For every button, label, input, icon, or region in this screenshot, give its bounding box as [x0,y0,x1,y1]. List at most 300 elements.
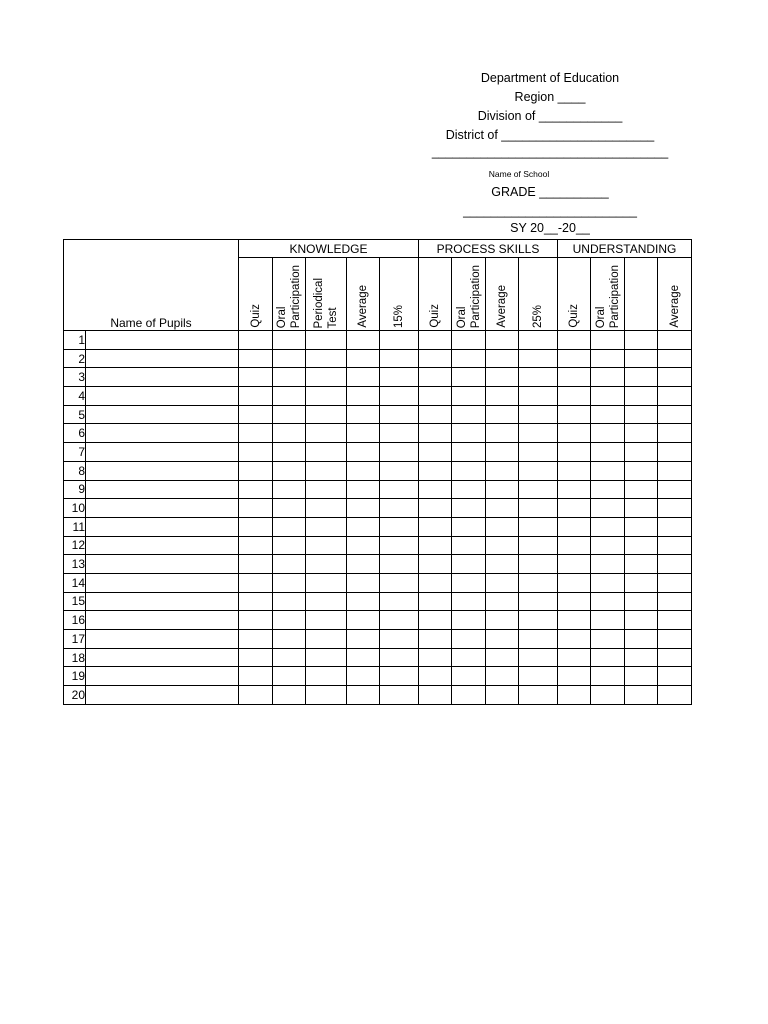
grade-cell[interactable] [273,387,306,406]
grade-cell[interactable] [239,424,273,443]
pupil-row [64,686,692,705]
process-col-label: Quiz [429,304,441,328]
grade-cell[interactable] [419,331,452,350]
grade-cell[interactable] [591,331,625,350]
grade-cell[interactable] [452,517,486,536]
grade-cell[interactable] [380,517,419,536]
grade-cell[interactable] [625,536,658,555]
row-number: 1 [64,331,86,350]
grade-cell[interactable] [591,648,625,667]
grade-cell[interactable] [658,461,692,480]
grade-cell[interactable] [380,480,419,499]
grade-cell[interactable] [658,480,692,499]
grade-cell[interactable] [558,349,591,368]
grade-cell[interactable] [558,461,591,480]
grade-cell[interactable] [591,480,625,499]
grade-cell[interactable] [591,555,625,574]
grade-cell[interactable] [486,480,519,499]
grade-cell[interactable] [625,611,658,630]
grade-cell[interactable] [519,443,558,462]
grade-cell[interactable] [239,686,273,705]
grade-cell[interactable] [452,424,486,443]
grade-cell[interactable] [380,424,419,443]
grade-cell[interactable] [419,424,452,443]
grade-cell[interactable] [239,387,273,406]
grade-cell[interactable] [625,480,658,499]
pupil-row [64,611,692,630]
pupil-name-cell[interactable] [86,349,239,368]
grade-cell[interactable] [558,331,591,350]
grade-cell[interactable] [591,592,625,611]
grade-cell[interactable] [380,630,419,649]
grade-cell[interactable] [486,555,519,574]
grade-cell[interactable] [419,630,452,649]
grade-cell[interactable] [625,461,658,480]
pupil-row [64,573,692,592]
pupil-name-cell[interactable] [86,630,239,649]
pupil-name-cell[interactable] [86,611,239,630]
grade-cell[interactable] [347,368,380,387]
grade-cell[interactable] [380,573,419,592]
grade-cell[interactable] [419,405,452,424]
grade-cell[interactable] [239,536,273,555]
grade-cell[interactable] [519,387,558,406]
grade-cell[interactable] [419,611,452,630]
grade-cell[interactable] [347,555,380,574]
grade-cell[interactable] [658,517,692,536]
grade-cell[interactable] [558,648,591,667]
grade-cell[interactable] [380,555,419,574]
grade-cell[interactable] [591,686,625,705]
grade-cell[interactable] [486,686,519,705]
grade-cell[interactable] [519,517,558,536]
grade-cell[interactable] [380,686,419,705]
grade-cell[interactable] [486,368,519,387]
grade-cell[interactable] [519,405,558,424]
grade-cell[interactable] [380,461,419,480]
grade-cell[interactable] [419,592,452,611]
grade-cell[interactable] [625,405,658,424]
grade-cell[interactable] [239,648,273,667]
row-number: 14 [64,573,86,592]
grade-cell[interactable] [347,443,380,462]
grade-cell[interactable] [380,667,419,686]
grade-cell[interactable] [273,555,306,574]
grade-cell[interactable] [452,667,486,686]
pupil-name-cell[interactable] [86,405,239,424]
grade-cell[interactable] [658,331,692,350]
grade-cell[interactable] [273,592,306,611]
grade-cell[interactable] [419,387,452,406]
grade-cell[interactable] [486,499,519,518]
grade-cell[interactable] [273,686,306,705]
grade-cell[interactable] [347,331,380,350]
grade-cell[interactable] [658,611,692,630]
grade-cell[interactable] [347,648,380,667]
grade-cell[interactable] [273,443,306,462]
grade-cell[interactable] [486,517,519,536]
row-number: 8 [64,461,86,480]
grade-cell[interactable] [239,555,273,574]
grade-cell[interactable] [273,368,306,387]
grade-cell[interactable] [347,573,380,592]
grade-cell[interactable] [380,592,419,611]
grade-cell[interactable] [519,331,558,350]
grade-cell[interactable] [239,461,273,480]
grade-cell[interactable] [452,592,486,611]
grade-cell[interactable] [347,611,380,630]
grade-cell[interactable] [347,349,380,368]
grade-cell[interactable] [347,517,380,536]
grade-cell[interactable] [486,461,519,480]
grade-cell[interactable] [239,499,273,518]
grade-cell[interactable] [239,667,273,686]
school-name-label: Name of School [488,169,550,179]
pupil-name-cell[interactable] [86,461,239,480]
process-col-header [419,258,452,331]
grade-cell[interactable] [306,536,347,555]
grade-cell[interactable] [558,611,591,630]
grade-cell[interactable] [273,499,306,518]
grade-cell[interactable] [452,686,486,705]
grade-cell[interactable] [306,630,347,649]
grade-cell[interactable] [625,368,658,387]
grade-cell[interactable] [452,387,486,406]
grade-cell[interactable] [419,461,452,480]
grade-cell[interactable] [558,555,591,574]
grade-cell[interactable] [347,387,380,406]
grade-cell[interactable] [558,499,591,518]
grade-cell[interactable] [239,368,273,387]
grade-cell[interactable] [519,686,558,705]
grade-cell[interactable] [273,480,306,499]
grade-cell[interactable] [273,405,306,424]
grade-cell[interactable] [419,555,452,574]
grade-cell[interactable] [306,667,347,686]
grade-cell[interactable] [625,349,658,368]
knowledge-header: KNOWLEDGE [239,240,419,258]
grade-cell[interactable] [625,648,658,667]
grade-cell[interactable] [486,667,519,686]
grade-cell[interactable] [347,536,380,555]
grade-cell[interactable] [419,368,452,387]
pupil-name-cell[interactable] [86,686,239,705]
pupil-name-cell[interactable] [86,667,239,686]
grade-cell[interactable] [625,555,658,574]
grade-cell[interactable] [519,499,558,518]
grade-cell[interactable] [380,611,419,630]
grade-cell[interactable] [380,499,419,518]
grade-cell[interactable] [273,648,306,667]
knowledge-col-header [273,258,306,331]
row-number: 16 [64,611,86,630]
grade-cell[interactable] [625,517,658,536]
grade-cell[interactable] [591,461,625,480]
grade-cell[interactable] [625,573,658,592]
district-line: District of ______________________ [445,128,655,142]
grade-cell[interactable] [239,405,273,424]
grade-cell[interactable] [306,387,347,406]
grade-cell[interactable] [306,592,347,611]
grade-cell[interactable] [380,349,419,368]
grade-cell[interactable] [558,517,591,536]
grade-cell[interactable] [658,555,692,574]
school-name-blank: __________________________________ [431,145,669,159]
grade-cell[interactable] [419,667,452,686]
grade-cell[interactable] [452,536,486,555]
grade-cell[interactable] [306,517,347,536]
grade-cell[interactable] [306,611,347,630]
grade-cell[interactable] [558,686,591,705]
grade-cell[interactable] [347,630,380,649]
grade-cell[interactable] [591,443,625,462]
pupil-name-cell[interactable] [86,331,239,350]
grade-cell[interactable] [519,480,558,499]
grade-cell[interactable] [625,387,658,406]
grade-cell[interactable] [273,536,306,555]
grade-cell[interactable] [486,573,519,592]
grade-cell[interactable] [486,349,519,368]
grade-cell[interactable] [306,331,347,350]
grade-cell[interactable] [380,331,419,350]
pupil-name-cell[interactable] [86,387,239,406]
grade-cell[interactable] [519,573,558,592]
grade-cell[interactable] [625,424,658,443]
grade-cell[interactable] [591,573,625,592]
grade-cell[interactable] [452,461,486,480]
pupil-name-cell[interactable] [86,592,239,611]
pupil-row [64,667,692,686]
grade-cell[interactable] [558,667,591,686]
grade-cell[interactable] [658,405,692,424]
grade-cell[interactable] [658,349,692,368]
grade-cell[interactable] [658,424,692,443]
grade-cell[interactable] [380,368,419,387]
grade-cell[interactable] [347,686,380,705]
grade-cell[interactable] [273,517,306,536]
pupil-name-cell[interactable] [86,480,239,499]
grade-cell[interactable] [273,331,306,350]
grade-cell[interactable] [347,667,380,686]
grade-cell[interactable] [658,667,692,686]
grade-cell[interactable] [452,499,486,518]
grade-cell[interactable] [306,573,347,592]
grade-cell[interactable] [591,667,625,686]
grade-cell[interactable] [591,630,625,649]
grade-cell[interactable] [306,555,347,574]
grade-cell[interactable] [658,536,692,555]
grade-cell[interactable] [452,480,486,499]
grade-cell[interactable] [306,368,347,387]
grade-cell[interactable] [306,443,347,462]
grade-cell[interactable] [558,536,591,555]
grade-cell[interactable] [486,387,519,406]
grade-cell[interactable] [273,611,306,630]
grade-cell[interactable] [658,592,692,611]
grade-cell[interactable] [419,686,452,705]
grade-cell[interactable] [486,443,519,462]
grade-cell[interactable] [658,630,692,649]
grade-cell[interactable] [347,405,380,424]
grade-cell[interactable] [306,424,347,443]
grade-cell[interactable] [625,592,658,611]
grade-cell[interactable] [519,667,558,686]
grade-cell[interactable] [658,368,692,387]
grade-cell[interactable] [519,592,558,611]
grade-cell[interactable] [625,499,658,518]
grade-cell[interactable] [380,536,419,555]
grade-cell[interactable] [419,517,452,536]
grade-cell[interactable] [591,499,625,518]
grade-cell[interactable] [625,443,658,462]
grade-cell[interactable] [658,573,692,592]
grade-cell[interactable] [347,592,380,611]
grade-cell[interactable] [519,630,558,649]
grade-cell[interactable] [519,611,558,630]
grade-cell[interactable] [486,630,519,649]
grade-cell[interactable] [273,630,306,649]
grade-cell[interactable] [306,349,347,368]
grade-cell[interactable] [558,368,591,387]
grade-cell[interactable] [452,349,486,368]
grade-cell[interactable] [347,499,380,518]
pupil-name-cell[interactable] [86,424,239,443]
grade-cell[interactable] [558,387,591,406]
grade-cell[interactable] [306,405,347,424]
grade-cell[interactable] [452,405,486,424]
grade-cell[interactable] [519,536,558,555]
grade-cell[interactable] [486,611,519,630]
grade-cell[interactable] [452,611,486,630]
grade-cell[interactable] [658,387,692,406]
grade-cell[interactable] [658,686,692,705]
grade-cell[interactable] [452,368,486,387]
grade-cell[interactable] [486,536,519,555]
pupil-name-cell[interactable] [86,443,239,462]
grade-cell[interactable] [380,648,419,667]
grade-cell[interactable] [486,592,519,611]
grade-cell[interactable] [519,424,558,443]
pupil-name-cell[interactable] [86,517,239,536]
grade-cell[interactable] [239,443,273,462]
grade-cell[interactable] [419,443,452,462]
grade-cell[interactable] [591,611,625,630]
grade-cell[interactable] [347,480,380,499]
grade-cell[interactable] [306,686,347,705]
grade-cell[interactable] [591,387,625,406]
grade-cell[interactable] [658,443,692,462]
grade-cell[interactable] [273,667,306,686]
grade-cell[interactable] [558,480,591,499]
row-number: 5 [64,405,86,424]
pupil-row [64,630,692,649]
grade-cell[interactable] [239,517,273,536]
grade-cell[interactable] [452,648,486,667]
grade-cell[interactable] [591,405,625,424]
grade-cell[interactable] [380,405,419,424]
grade-cell[interactable] [625,331,658,350]
pupil-name-cell[interactable] [86,573,239,592]
grade-cell[interactable] [591,368,625,387]
grade-cell[interactable] [306,480,347,499]
grade-cell[interactable] [558,573,591,592]
pupil-name-cell[interactable] [86,648,239,667]
process-col-header [519,258,558,331]
grade-cell[interactable] [452,331,486,350]
grade-cell[interactable] [452,573,486,592]
grade-cell[interactable] [239,349,273,368]
grade-cell[interactable] [486,405,519,424]
grade-cell[interactable] [239,331,273,350]
grade-cell[interactable] [380,443,419,462]
grade-cell[interactable] [347,424,380,443]
grade-cell[interactable] [558,405,591,424]
grade-cell[interactable] [239,611,273,630]
grade-cell[interactable] [273,461,306,480]
grade-cell[interactable] [419,648,452,667]
grade-cell[interactable] [239,480,273,499]
grade-cell[interactable] [419,536,452,555]
grade-cell[interactable] [419,573,452,592]
grade-cell[interactable] [658,499,692,518]
grade-cell[interactable] [239,630,273,649]
grade-cell[interactable] [452,630,486,649]
grade-cell[interactable] [273,573,306,592]
grade-cell[interactable] [486,648,519,667]
grade-cell[interactable] [452,555,486,574]
grade-cell[interactable] [558,443,591,462]
grade-cell[interactable] [519,648,558,667]
grade-cell[interactable] [452,443,486,462]
grade-cell[interactable] [519,349,558,368]
grade-cell[interactable] [591,424,625,443]
grade-cell[interactable] [306,499,347,518]
grade-cell[interactable] [486,424,519,443]
grade-cell[interactable] [519,461,558,480]
pupil-name-cell[interactable] [86,368,239,387]
grade-cell[interactable] [625,630,658,649]
pupil-row [64,349,692,368]
grade-cell[interactable] [419,499,452,518]
pupil-name-cell[interactable] [86,555,239,574]
pupil-name-cell[interactable] [86,536,239,555]
pupil-row [64,387,692,406]
pupil-name-cell[interactable] [86,499,239,518]
grade-cell[interactable] [306,648,347,667]
grade-cell[interactable] [519,368,558,387]
grade-cell[interactable] [380,387,419,406]
grade-cell[interactable] [625,667,658,686]
grade-cell[interactable] [558,592,591,611]
grade-cell[interactable] [273,349,306,368]
grade-cell[interactable] [558,424,591,443]
grade-cell[interactable] [419,349,452,368]
grade-cell[interactable] [591,349,625,368]
grade-cell[interactable] [306,461,347,480]
grade-cell[interactable] [239,592,273,611]
grade-cell[interactable] [486,331,519,350]
grade-cell[interactable] [625,686,658,705]
grade-cell[interactable] [658,648,692,667]
grade-cell[interactable] [239,573,273,592]
grade-cell[interactable] [591,536,625,555]
grade-cell[interactable] [347,461,380,480]
grade-cell[interactable] [519,555,558,574]
grade-cell[interactable] [558,630,591,649]
grade-cell[interactable] [591,517,625,536]
grade-cell[interactable] [419,480,452,499]
grade-cell[interactable] [273,424,306,443]
